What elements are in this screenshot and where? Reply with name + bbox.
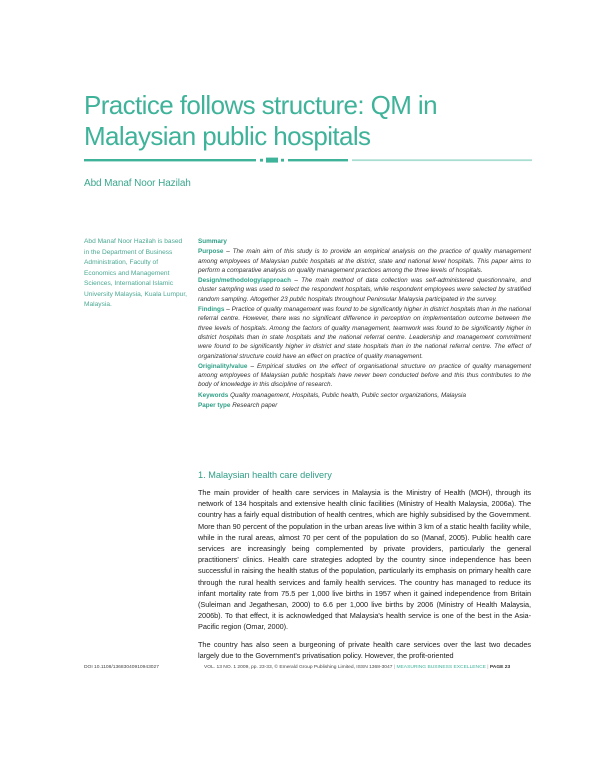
paragraph-2: The country has also seen a burgeoning of private health care services over the last two decades largely due to the Government's privatisation policy. However, the profit-oriented <box>198 639 531 660</box>
footer-separator: | <box>487 665 489 670</box>
decorative-rule <box>84 156 532 164</box>
rule-segment-right <box>352 159 532 161</box>
summary-heading-row <box>198 237 531 246</box>
article-title: Practice follows structure: QM in Malaysian public hospitals <box>84 90 437 151</box>
keywords-text: Quality management, Hospitals, Public health, Public sector organizations, Malaysia <box>228 391 466 399</box>
findings-label: Findings <box>198 306 225 314</box>
footer-page-number: PAGE 23 <box>489 665 511 670</box>
rule-segment-left <box>84 159 256 161</box>
summary-heading: Summary <box>198 238 227 245</box>
abstract-findings <box>198 305 531 361</box>
design-label: Design/methodology/approach <box>198 277 292 285</box>
footer-separator: | <box>393 665 396 670</box>
footer-citation: VOL. 13 NO. 1 2009, pp. 23-33, © Emerald Group Publishing Limited, ISSN 1368-3047 <box>204 665 393 670</box>
abstract-originality <box>198 362 531 390</box>
keywords-label: Keywords <box>198 391 229 399</box>
author-affiliation: Abd Manaf Noor Hazilah is based in the Department of Business Administration, Faculty of Economics and Management Sciences, International Islamic University Malaysia, Kuala Lumpur, Malaysia. <box>84 238 187 308</box>
structured-abstract <box>198 237 531 411</box>
paper-type-label: Paper type <box>198 402 231 410</box>
footer-journal: MEASURING BUSINESS EXCELLENCE <box>396 665 486 670</box>
section-heading: 1. Malaysian health care delivery <box>198 470 332 480</box>
originality-label: Originality/value <box>198 362 248 370</box>
purpose-label: Purpose <box>198 248 224 256</box>
author-name: Abd Manaf Noor Hazilah <box>84 178 191 189</box>
paragraph-1: The main provider of health care services in Malaysia is the Ministry of Health (MOH), through its network of 134 hospitals and extensive health clinic facilities (Ministry of Health Malaysia, 2006a). The country has a fairly equal distribution of health centres, which are highly subsidised by the Government. More than 90 percent of the population in the urban areas live within 3 km of a static health facility while, while in the rural areas, almost 70 per cent of the population do so (Manaf, 2005). Public health care services are increasingly being complemented by private providers, particularly the general practitioners' clinics. Health care strategies adopted by the country since independence has been successful in raising the health status of the population, particularly its emphasis on primary health care through the rural health services and family health services. The country has managed to reduce its infant mortality rate from 75.5 per 1,000 live births in 1957 when it gained independence from Britain (Suleiman and Jegathesan, 2000) to 6.6 per 1,000 live births by 2006 (Ministry of Health Malaysia, 2006b). To that effect, it is acknowledged that Malaysia's health service is one of the best in the Asia-Pacific region (Omar, 2000). <box>198 488 531 632</box>
rule-block <box>266 158 278 163</box>
abstract-design <box>198 276 531 304</box>
paper-type-text: Research paper <box>230 402 278 410</box>
abstract-keywords <box>198 391 531 400</box>
rule-segment-mid <box>288 159 348 161</box>
abstract-paper-type <box>198 401 531 410</box>
rule-dot <box>260 159 263 162</box>
purpose-text: – The main aim of this study is to provide an empirical analysis on the practice of quality management among employees of Malaysian public hospitals at the district, state and national level hospitals. This paper aims to perform a comparative analysis on quality management practices among the three levels of hospitals. <box>198 248 531 274</box>
design-text: – The main method of data collection was self-administered questionnaire, and cluster sampling was used to select the respondent hospitals, while respondent employees were selected by stratified random sampling. Altogether 23 public hospitals throughout Peninsular Malaysia participated in the survey. <box>198 277 531 303</box>
findings-text: – Practice of quality management was found to be significantly higher in district hospitals than in the national referral centre. However, there was no significant difference in perception on implementation outcome between the three levels of hospitals. Among the factors of quality management, teamwork was found to be significantly higher in district hospitals than in state hospitals and the national referral centre. Leadership and management commitment were found to be significantly higher in district and state hospitals than in the national referral centre. The effect of organizational structure could have an effect on practice of quality management. <box>198 306 531 360</box>
rule-dot <box>281 159 284 162</box>
originality-text: – Empirical studies on the effect of organisational structure on practice of quality management among employees of Malaysian public hospitals have never been conducted before and this thus contributes to the body of knowledge in this discipline of research. <box>198 362 531 389</box>
footer-citation-line <box>204 665 510 670</box>
footer-doi: DOI 10.1108/13683040910943027 <box>84 665 159 670</box>
abstract-purpose <box>198 247 531 275</box>
body-text <box>198 487 531 667</box>
